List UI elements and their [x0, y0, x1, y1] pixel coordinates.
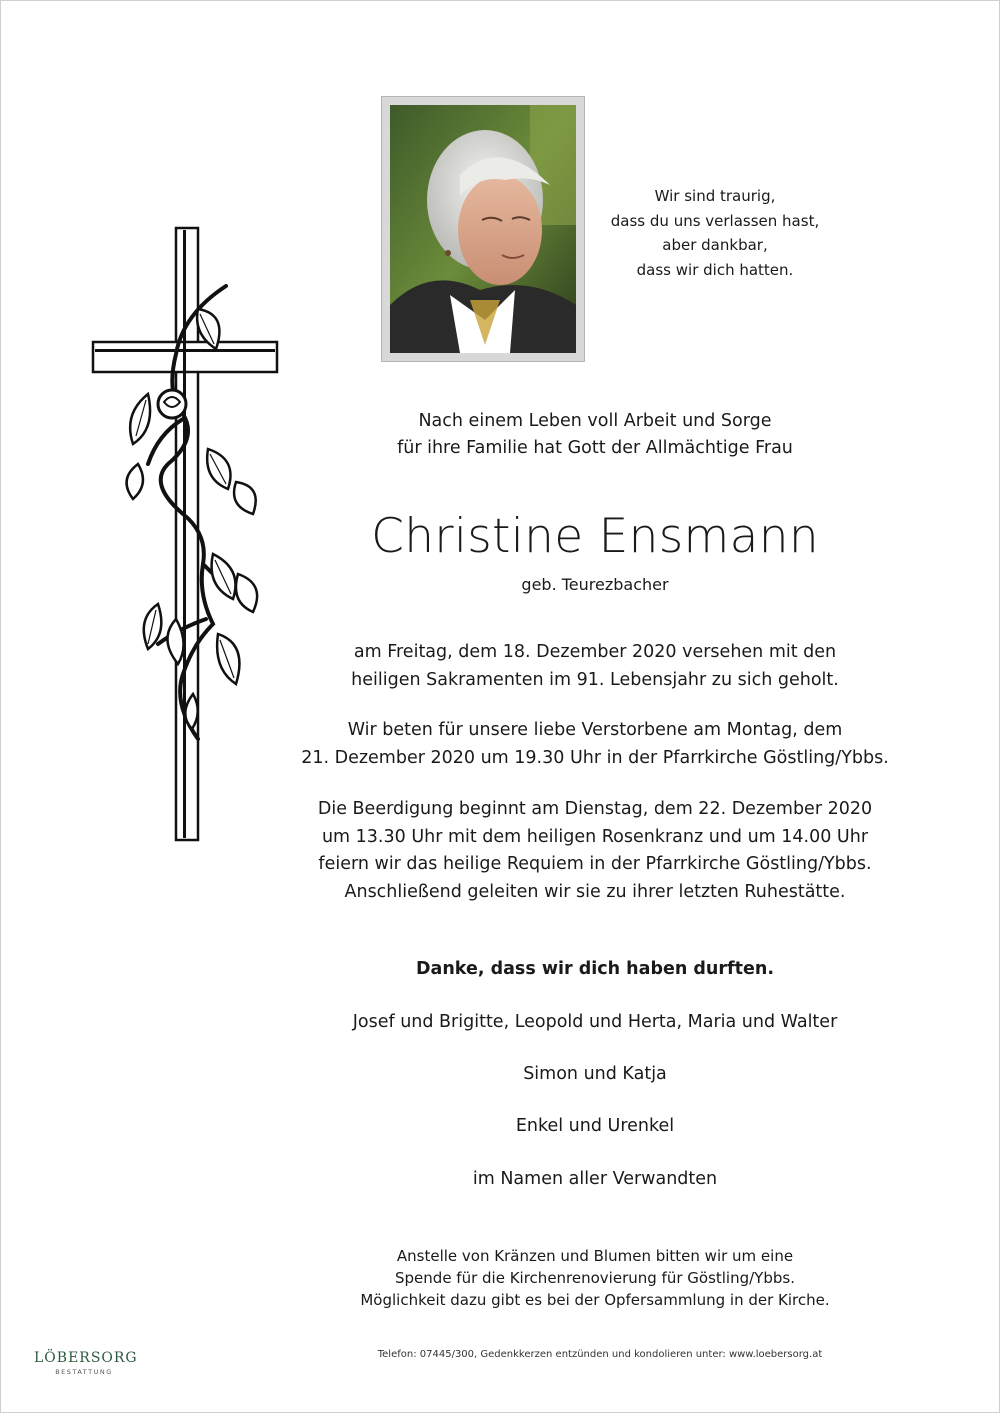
logo-name: LÖBERSORG [34, 1350, 138, 1366]
cross-with-rose-icon [88, 224, 283, 844]
donation-line: Spende für die Kirchenrenovierung für Göstling/Ybbs. [395, 1269, 795, 1287]
footer-contact: Telefon: 07445/300, Gedenkkerzen entzünden und kondolieren unter: www.loebersorg.at [377, 1349, 823, 1360]
donation-line: Möglichkeit dazu gibt es bei der Opfersammlung in der Kirche. [360, 1291, 830, 1309]
portrait-frame [381, 96, 585, 362]
prayer-notice [290, 717, 900, 772]
poem-line: dass du uns verlassen hast, [610, 211, 820, 230]
funeral-notice [290, 796, 900, 906]
poem-line: Wir sind traurig, [654, 187, 776, 205]
prayer-line: Wir beten für unsere liebe Verstorbene am Montag, dem [347, 720, 843, 740]
mourner-line: Enkel und Urenkel [515, 1116, 675, 1136]
funeral-line: Anschließend geleiten wir sie zu ihrer letzten Ruhestätte. [344, 881, 846, 902]
poem-line: aber dankbar, [662, 236, 768, 254]
thanks-line: Danke, dass wir dich haben durften. [416, 959, 774, 979]
funeral-line: um 13.30 Uhr mit dem heiligen Rosenkranz und um 14.00 Uhr [321, 826, 869, 847]
portrait-photo [390, 105, 576, 353]
logo-subtitle: BESTATTUNG [55, 1368, 113, 1376]
prayer-line: 21. Dezember 2020 um 19.30 Uhr in der Pfarrkirche Göstling/Ybbs. [301, 747, 889, 768]
deceased-name: Christine Ensmann [371, 509, 819, 564]
mourner-line: Josef und Brigitte, Leopold und Herta, Maria und Walter [352, 1012, 838, 1032]
funeral-home-logo [34, 1350, 138, 1376]
maiden-name: geb. Teurezbacher [521, 575, 669, 594]
intro-text [290, 408, 900, 462]
death-notice-line: heiligen Sakramenten im 91. Lebensjahr zu sich geholt. [351, 669, 839, 690]
donation-line: Anstelle von Kränzen und Blumen bitten wir um eine [396, 1247, 794, 1265]
mourner-line: Simon und Katja [523, 1064, 667, 1084]
poem [590, 184, 840, 282]
intro-line: für ihre Familie hat Gott der Allmächtige Frau [397, 438, 793, 458]
donation-note [290, 1245, 900, 1311]
mourner-line: im Namen aller Verwandten [472, 1169, 718, 1189]
funeral-line: Die Beerdigung beginnt am Dienstag, dem 22. Dezember 2020 [317, 799, 873, 819]
death-notice [290, 639, 900, 694]
funeral-line: feiern wir das heilige Requiem in der Pfarrkirche Göstling/Ybbs. [318, 854, 872, 874]
death-notice-line: am Freitag, dem 18. Dezember 2020 versehen mit den [353, 642, 837, 662]
poem-line: dass wir dich hatten. [636, 260, 794, 279]
intro-line: Nach einem Leben voll Arbeit und Sorge [418, 411, 772, 431]
